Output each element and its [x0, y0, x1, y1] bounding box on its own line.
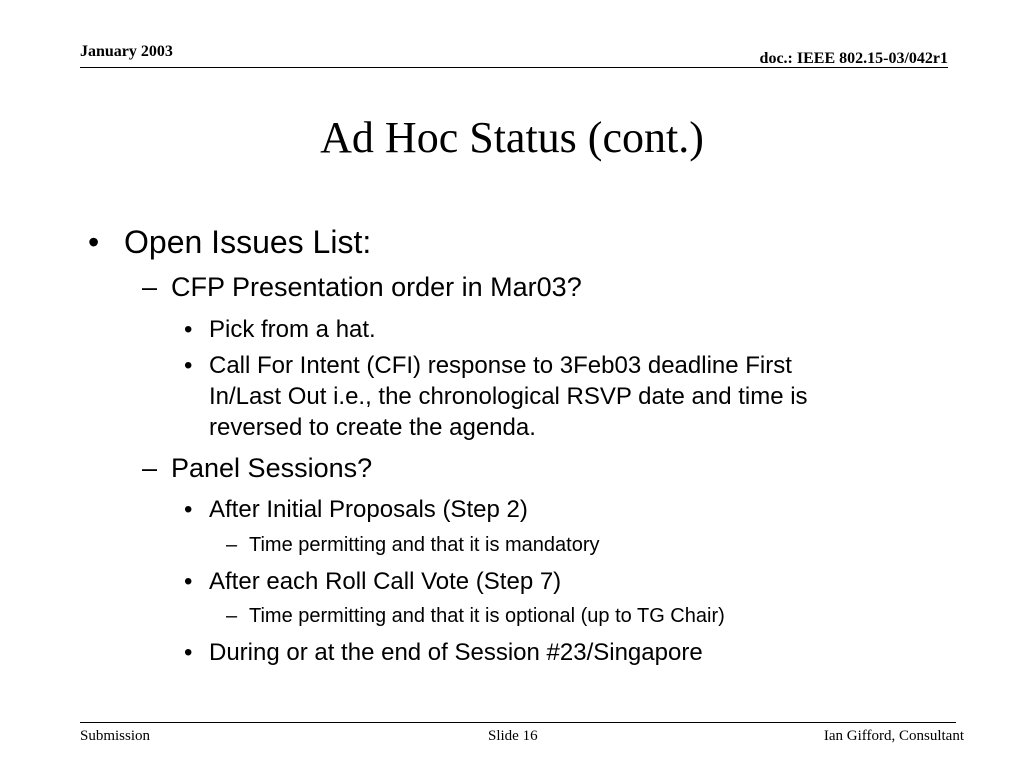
- bullet-marker: •: [88, 224, 100, 260]
- bullet-time-mandatory: Time permitting and that it is mandatory: [249, 534, 600, 556]
- header-date: January 2003: [80, 43, 173, 60]
- dash-marker: –: [142, 272, 158, 302]
- dash-marker: –: [226, 534, 238, 556]
- bullet-marker: •: [184, 352, 193, 379]
- bullet-during-end: During or at the end of Session #23/Singapore: [209, 639, 703, 666]
- footer-submission: Submission: [80, 728, 151, 744]
- dash-marker: –: [226, 605, 238, 627]
- slide-title: Ad Hoc Status (cont.): [320, 113, 704, 162]
- bullet-pick-hat: Pick from a hat.: [209, 316, 376, 343]
- bullet-cfp-order: CFP Presentation order in Mar03?: [171, 272, 582, 302]
- bullet-cfi-line-2: In/Last Out i.e., the chronological RSVP date and time is: [209, 383, 808, 410]
- bullet-time-optional: Time permitting and that it is optional (up to TG Chair): [249, 605, 725, 627]
- bullet-after-roll: After each Roll Call Vote (Step 7): [209, 568, 562, 595]
- bullet-cfi-line-3: reversed to create the agenda.: [209, 414, 536, 441]
- footer-divider: [80, 722, 956, 723]
- bullet-marker: •: [184, 639, 193, 666]
- bullet-cfi-line-1: Call For Intent (CFI) response to 3Feb03 deadline First: [209, 352, 792, 379]
- dash-marker: –: [142, 453, 158, 483]
- bullet-after-initial: After Initial Proposals (Step 2): [209, 496, 528, 523]
- header-doc-id: doc.: IEEE 802.15-03/042r1: [759, 50, 948, 67]
- header-divider: [80, 67, 948, 68]
- footer-slide-number: Slide 16: [488, 728, 538, 744]
- bullet-open-issues: Open Issues List:: [124, 224, 372, 260]
- bullet-marker: •: [184, 568, 193, 595]
- bullet-marker: •: [184, 316, 193, 343]
- footer-author: Ian Gifford, Consultant: [823, 728, 964, 744]
- bullet-marker: •: [184, 496, 193, 523]
- bullet-panel-sessions: Panel Sessions?: [171, 453, 373, 483]
